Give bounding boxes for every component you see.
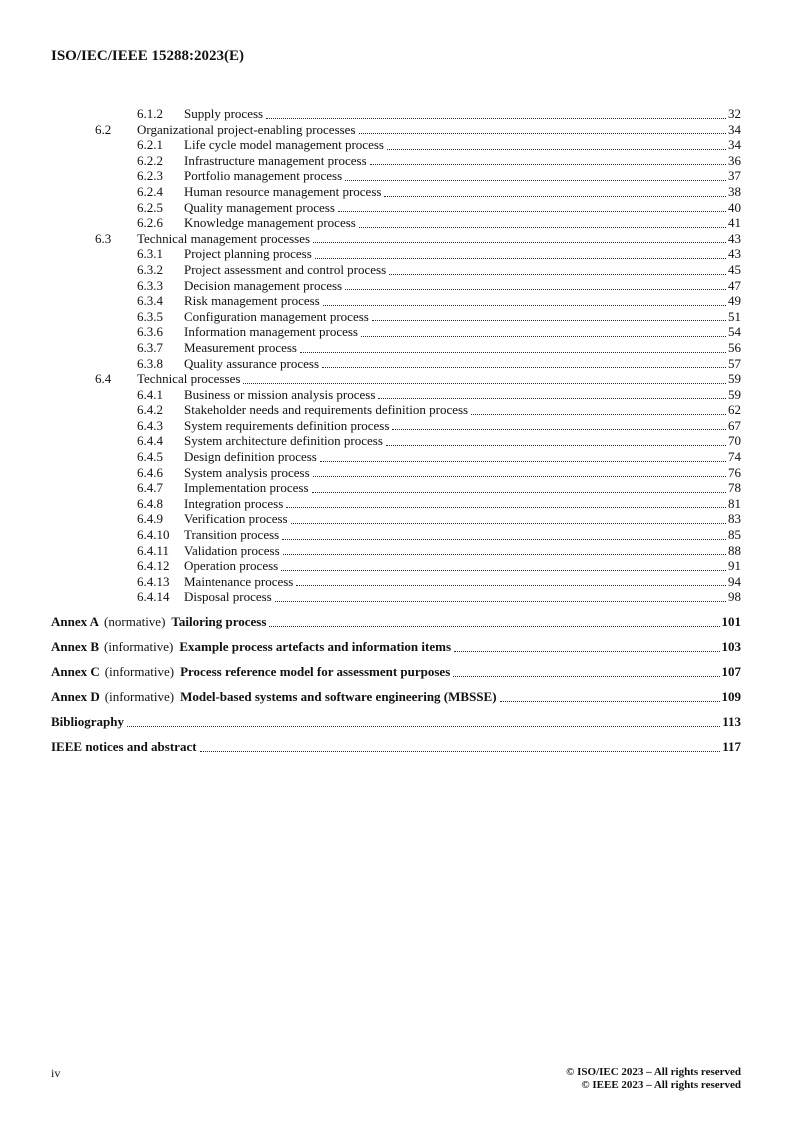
toc-entry [51,340,741,356]
toc-entry-number: 6.4.6 [137,464,163,480]
annex-qualifier: (informative) [104,664,175,679]
dot-leader [372,320,726,321]
toc-entry [51,356,741,372]
dot-leader [345,180,726,181]
toc-back-matter [51,713,741,755]
toc-entry-title: Design definition process [184,449,317,465]
toc-entry-title: Disposal process [184,589,272,605]
dot-leader [296,585,726,586]
annex-qualifier: (informative) [104,689,175,704]
dot-leader [359,133,726,134]
toc-entry-page: 56 [728,339,741,355]
toc-entry-page: 62 [728,402,741,418]
dot-leader [471,414,726,415]
page-footer [51,1066,741,1092]
toc-entry-title: Organizational project-enabling processes [137,121,356,137]
dot-leader [269,626,719,627]
toc-entry [51,200,741,216]
toc-entry-title: Configuration management process [184,308,369,324]
dot-leader [384,196,726,197]
toc-entry-title: Human resource management process [184,183,382,199]
toc-entry-number: 6.4.5 [137,449,163,465]
toc-entry-number: 6.3.8 [137,355,163,371]
toc-entry-title: Measurement process [184,339,297,355]
toc-entry-page: 34 [728,121,741,137]
toc-entry [51,278,741,294]
toc-annex-entry [51,613,741,630]
back-matter-title: Bibliography [51,714,124,729]
toc-entry-number: 6.2.2 [137,152,163,168]
toc-entry-page: 88 [728,542,741,558]
annex-qualifier: (normative) [104,614,166,629]
toc-entry-number: 6.4.2 [137,402,163,418]
dot-leader [286,507,726,508]
back-matter-page: 117 [722,739,741,754]
toc-entry [51,511,741,527]
toc-annex-entry [51,663,741,680]
toc-entry-page: 54 [728,324,741,340]
toc-entry-title: Decision management process [184,277,343,293]
toc-entry-number: 6.3.6 [137,324,163,340]
document-header: ISO/IEC/IEEE 15288:2023(E) [51,48,244,64]
toc-entry-number: 6.4.9 [137,511,163,527]
toc-entry [51,449,741,465]
annex-page: 103 [721,639,741,654]
annex-page: 109 [721,689,741,704]
toc-entry [51,371,741,387]
toc-entry-number: 6.4.13 [137,573,170,589]
toc-entry-number: 6.4.10 [137,527,170,543]
copyright-block [566,1066,741,1092]
toc-entry [51,574,741,590]
dot-leader [283,554,726,555]
toc-entry-title: Supply process [184,106,264,121]
dot-leader [345,289,726,290]
dot-leader [370,164,726,165]
toc-entry-page: 57 [728,355,741,371]
toc-entry-title: Life cycle model management process [184,137,384,153]
dot-leader [378,398,726,399]
toc-entry [51,215,741,231]
toc-entry-number: 6.3.2 [137,261,163,277]
toc-entry [51,262,741,278]
dot-leader [266,118,726,119]
toc-entry-number: 6.2 [95,121,112,137]
toc-entry-page: 78 [728,480,741,496]
toc-entry-title: Technical processes [137,371,241,387]
toc-entry [51,168,741,184]
toc-entry-title: Information management process [184,324,358,340]
toc-entry-title: Transition process [184,527,280,543]
toc-entry-title: Knowledge management process [184,215,356,231]
dot-leader [454,651,719,652]
toc-entry-page: 85 [728,527,741,543]
toc-entry-page: 83 [728,511,741,527]
toc-entry-number: 6.3.5 [137,308,163,324]
toc-entry-page: 49 [728,293,741,309]
dot-leader [315,258,726,259]
dot-leader [338,211,726,212]
toc-entry-page: 43 [728,230,741,246]
toc-entry [51,558,741,574]
toc-entry-page: 47 [728,277,741,293]
toc-entry-title: Project assessment and control process [184,261,387,277]
annex-title: Model-based systems and software engineering (MBSSE) [180,689,497,704]
toc-entry [51,589,741,605]
toc-entry-number: 6.2.1 [137,137,163,153]
toc-entry-page: 43 [728,246,741,262]
toc-entry-title: Maintenance process [184,573,294,589]
toc-entry [51,543,741,559]
toc-entry-title: System analysis process [184,464,310,480]
dot-leader [200,751,721,752]
toc-entry-number: 6.4.14 [137,589,170,605]
toc-entry-page: 94 [728,573,741,589]
toc-entry-page: 98 [728,589,741,605]
toc-entry [51,496,741,512]
toc-entry-number: 6.4 [95,371,112,387]
toc-annex-entry [51,688,741,705]
dot-leader [322,367,726,368]
copyright-iso: © ISO/IEC 2023 – All rights reserved [566,1066,741,1078]
copyright-ieee: © IEEE 2023 – All rights reserved [581,1079,741,1091]
annex-title: Tailoring process [171,614,267,629]
toc-entry [51,231,741,247]
dot-leader [281,570,726,571]
dot-leader [275,601,726,602]
toc-entry-title: Operation process [184,558,279,574]
dot-leader [300,352,726,353]
toc-entry-title: Project planning process [184,246,312,262]
toc-entry [51,465,741,481]
toc-entry [51,246,741,262]
toc-entry-title: Verification process [184,511,288,527]
toc-entry-page: 34 [728,137,741,153]
page-content [51,0,741,755]
dot-leader [453,676,719,677]
dot-leader [282,539,726,540]
annex-title: Process reference model for assessment purposes [180,664,451,679]
toc-entry-number: 6.4.11 [137,542,170,558]
toc-entry [51,387,741,403]
toc-annex-entry [51,638,741,655]
toc-back-matter-entry [51,738,741,755]
toc-entry-number: 6.3.4 [137,293,163,309]
toc-entry [51,402,741,418]
toc-entry-number: 6.3.1 [137,246,163,262]
toc-entry [51,324,741,340]
toc-back-matter-entry [51,713,741,730]
toc-entry-page: 36 [728,152,741,168]
toc-entry-title: Integration process [184,495,284,511]
toc-entry-number: 6.1.2 [137,106,163,121]
toc-entry-page: 91 [728,558,741,574]
toc-entry [51,309,741,325]
dot-leader [387,149,726,150]
toc-entry-title: Technical management processes [137,230,311,246]
toc-entry [51,153,741,169]
annex-label: Annex B [51,639,100,654]
toc-entry-number: 6.2.5 [137,199,163,215]
toc-entry-title: Quality management process [184,199,335,215]
folio-page-number: iv [51,1066,61,1080]
toc-entry-page: 38 [728,183,741,199]
dot-leader [323,305,726,306]
dot-leader [313,476,726,477]
toc-entry-page: 59 [728,386,741,402]
annex-title: Example process artefacts and information items [179,639,452,654]
annex-label: Annex D [51,689,100,704]
back-matter-title: IEEE notices and abstract [51,739,197,754]
toc-entry-number: 6.3.7 [137,339,163,355]
toc-entry-title: Business or mission analysis process [184,386,376,402]
toc-entry-page: 37 [728,168,741,184]
dot-leader [359,227,726,228]
toc-entry-number: 6.4.8 [137,495,163,511]
toc-entry-page: 67 [728,417,741,433]
toc-entry-title: Risk management process [184,293,320,309]
annex-qualifier: (informative) [104,639,174,654]
dot-leader [392,429,726,430]
dot-leader [312,492,726,493]
toc-entry-title: Implementation process [184,480,309,496]
toc-entry-title: Portfolio management process [184,168,343,184]
toc-entry-page: 70 [728,433,741,449]
toc-entry [51,433,741,449]
toc-entry [51,293,741,309]
toc-entry-page: 74 [728,449,741,465]
toc-entry-title: System architecture definition process [184,433,383,449]
toc-entry-page: 81 [728,495,741,511]
dot-leader [320,461,726,462]
annex-page: 101 [721,614,741,629]
toc-entry [51,418,741,434]
toc-entry-number: 6.2.3 [137,168,163,184]
annex-label: Annex A [51,614,100,629]
toc-entry-number: 6.4.12 [137,558,170,574]
dot-leader [127,726,720,727]
toc-entry-page: 40 [728,199,741,215]
dot-leader [500,701,720,702]
toc-entry-number: 6.2.4 [137,183,163,199]
toc-entry-number: 6.4.7 [137,480,163,496]
dot-leader [313,242,726,243]
dot-leader [243,383,726,384]
toc-entry-page: 51 [728,308,741,324]
toc-entry [51,106,741,122]
dot-leader [386,445,726,446]
toc-entry-page: 45 [728,261,741,277]
table-of-contents [51,106,741,755]
dot-leader [291,523,726,524]
toc-entry-number: 6.3.3 [137,277,163,293]
toc-annexes [51,613,741,705]
toc-entries [51,106,741,605]
back-matter-page: 113 [722,714,741,729]
toc-entry-title: Infrastructure management process [184,152,367,168]
toc-entry-page: 41 [728,215,741,231]
toc-entry-page: 59 [728,371,741,387]
toc-entry-title: System requirements definition process [184,417,390,433]
toc-entry-title: Stakeholder needs and requirements definition process [184,402,469,418]
toc-entry [51,527,741,543]
toc-entry-title: Validation process [184,542,280,558]
toc-entry-page: 76 [728,464,741,480]
toc-entry-number: 6.2.6 [137,215,163,231]
toc-entry [51,184,741,200]
toc-entry-number: 6.3 [95,230,112,246]
toc-entry [51,137,741,153]
toc-entry-number: 6.4.4 [137,433,163,449]
toc-entry-number: 6.4.3 [137,417,163,433]
toc-entry [51,122,741,138]
dot-leader [389,274,726,275]
toc-entry-title: Quality assurance process [184,355,320,371]
toc-entry [51,480,741,496]
toc-entry-number: 6.4.1 [137,386,163,402]
annex-label: Annex C [51,664,100,679]
toc-entry-page: 32 [728,106,741,121]
annex-page: 107 [721,664,741,679]
dot-leader [361,336,726,337]
